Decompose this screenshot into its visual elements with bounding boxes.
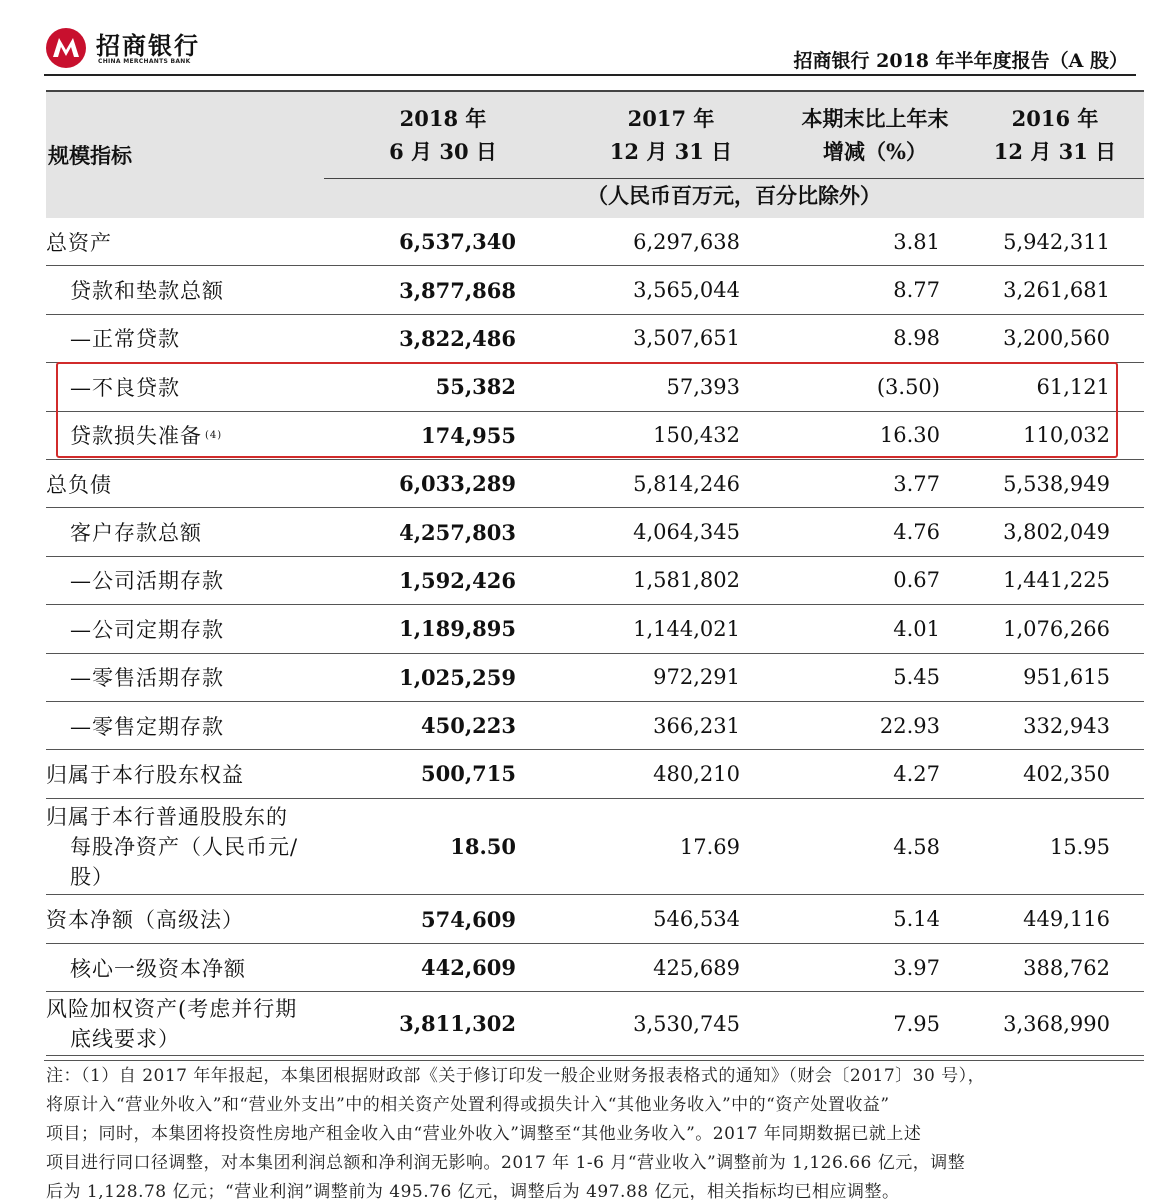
table-row bbox=[46, 944, 1144, 992]
row-label bbox=[46, 750, 244, 797]
table-header bbox=[46, 90, 1144, 218]
row-label bbox=[70, 654, 224, 701]
row-label-line: 底线要求） bbox=[70, 1026, 180, 1051]
table-row bbox=[46, 702, 1144, 750]
cell-value: 3,811,302 bbox=[399, 1011, 516, 1037]
cell-value: 3.77 bbox=[893, 471, 940, 496]
row-label bbox=[70, 605, 224, 652]
footnotes bbox=[46, 1062, 1146, 1200]
row-label-text: 资本净额（高级法） bbox=[46, 908, 244, 933]
cell-value: 6,033,289 bbox=[399, 471, 516, 497]
cell-value: 61,121 bbox=[1036, 374, 1110, 399]
table-row bbox=[46, 508, 1144, 556]
cell-value: 4.76 bbox=[893, 520, 940, 545]
cell-value: 4,064,345 bbox=[633, 520, 740, 545]
brand-name-cn: 招商银行 bbox=[96, 31, 200, 60]
cell-value: 1,441,225 bbox=[1003, 568, 1110, 593]
cell-value: 3.81 bbox=[893, 229, 940, 254]
brand-name-en: CHINA MERCHANTS BANK bbox=[98, 58, 191, 65]
table-row bbox=[46, 266, 1144, 314]
row-label-text: 总负债 bbox=[46, 472, 112, 497]
cell-value: 3,261,681 bbox=[1003, 278, 1110, 303]
cell-value: 150,432 bbox=[653, 423, 740, 448]
row-label bbox=[70, 266, 224, 313]
row-label-text: 贷款损失准备 bbox=[70, 424, 202, 449]
footnote-line: 注：（1）自 2017 年年报起，本集团根据财政部《关于修订印发一般企业财务报表格式的通知》（财会〔2017〕30 号）， bbox=[46, 1066, 986, 1086]
cell-value: 546,534 bbox=[653, 907, 740, 932]
table-body bbox=[46, 218, 1144, 1056]
cell-value: 110,032 bbox=[1023, 423, 1110, 448]
cell-value: 8.77 bbox=[893, 278, 940, 303]
cell-value: 388,762 bbox=[1023, 955, 1110, 980]
cell-value: 972,291 bbox=[653, 665, 740, 690]
row-label bbox=[70, 315, 180, 362]
header-inner-rule bbox=[324, 178, 1144, 179]
cell-value: 4,257,803 bbox=[399, 519, 516, 545]
footnote-line: 项目进行同口径调整，对本集团利润总额和净利润无影响。2017 年 1-6 月“营业收入”调整前为 1,126.66 亿元，调整 bbox=[46, 1153, 966, 1173]
column-header-2016-dec: 2016 年 12 月 31 日 bbox=[993, 106, 1117, 164]
table-row bbox=[46, 460, 1144, 508]
footnote-line: 后为 1,128.78 亿元；“营业利润”调整前为 495.76 亿元，调整后为 497.88 亿元，相关指标均已相应调整。 bbox=[46, 1182, 900, 1200]
cell-value: 366,231 bbox=[653, 713, 740, 738]
cell-value: 174,955 bbox=[421, 422, 516, 448]
row-label-text: 贷款和垫款总额 bbox=[70, 279, 224, 304]
label-column-header: 规模指标 bbox=[48, 143, 132, 168]
table-row bbox=[46, 605, 1144, 653]
row-label bbox=[70, 412, 222, 459]
row-label bbox=[46, 992, 336, 1055]
footnote-line: 将原计入“营业外收入”和“营业外支出”中的相关资产处置利得或损失计入“其他业务收入”中的“资产处置收益” bbox=[46, 1095, 890, 1115]
row-label-text: —公司定期存款 bbox=[70, 617, 224, 642]
column-header-2018-jun: 2018 年 6 月 30 日 bbox=[389, 106, 497, 164]
cell-value: 3,822,486 bbox=[399, 325, 516, 351]
row-label-text: —不良贷款 bbox=[70, 375, 180, 400]
row-label bbox=[70, 363, 180, 410]
cell-value: 1,144,021 bbox=[633, 616, 740, 641]
row-label-line: 每股净资产（人民币元/ bbox=[70, 834, 299, 859]
table-row bbox=[46, 218, 1144, 266]
bank-logo bbox=[44, 24, 234, 70]
cell-value: 951,615 bbox=[1023, 665, 1110, 690]
cell-value: 5,538,949 bbox=[1003, 471, 1110, 496]
cell-value: 8.98 bbox=[893, 326, 940, 351]
cell-value: 57,393 bbox=[666, 374, 740, 399]
row-label-text: 客户存款总额 bbox=[70, 521, 202, 546]
cell-value: 22.93 bbox=[879, 713, 940, 738]
cell-value: 5.45 bbox=[893, 665, 940, 690]
cell-value: 16.30 bbox=[879, 423, 940, 448]
table-bottom-rule bbox=[44, 1060, 1144, 1061]
cell-value: 449,116 bbox=[1023, 907, 1110, 932]
column-header-2017-dec: 2017 年 12 月 31 日 bbox=[609, 106, 733, 164]
table-row bbox=[46, 363, 1144, 411]
cell-value: 5,942,311 bbox=[1003, 229, 1110, 254]
table-row bbox=[46, 750, 1144, 798]
table-row bbox=[46, 895, 1144, 943]
cell-value: 15.95 bbox=[1049, 834, 1110, 859]
row-label-line: 风险加权资产(考虑并行期 bbox=[46, 996, 298, 1021]
page-header bbox=[44, 24, 1136, 74]
row-label bbox=[70, 557, 224, 604]
row-label bbox=[70, 702, 224, 749]
cell-value: 6,297,638 bbox=[633, 229, 740, 254]
row-label-line: 股） bbox=[70, 864, 114, 889]
footnote-line: 项目；同时，本集团将投资性房地产租金收入由“营业外收入”调整至“其他业务收入”。2017 年同期数据已就上述 bbox=[46, 1124, 922, 1144]
cell-value: 4.01 bbox=[893, 616, 940, 641]
row-label bbox=[46, 799, 336, 895]
cell-value: 3,530,745 bbox=[633, 1011, 740, 1036]
cell-value: 425,689 bbox=[653, 955, 740, 980]
cell-value: 0.67 bbox=[893, 568, 940, 593]
header-divider bbox=[44, 74, 1136, 76]
cell-value: 4.58 bbox=[893, 834, 940, 859]
cell-value: 1,076,266 bbox=[1003, 616, 1110, 641]
cell-value: 480,210 bbox=[653, 761, 740, 786]
row-label bbox=[46, 895, 244, 942]
cell-value: 332,943 bbox=[1023, 713, 1110, 738]
cell-value: 442,609 bbox=[421, 955, 516, 981]
table-row bbox=[46, 654, 1144, 702]
table-row bbox=[46, 799, 1144, 896]
row-label bbox=[70, 508, 202, 555]
scale-indicators-table bbox=[46, 90, 1144, 1056]
row-label-text: 核心一级资本净额 bbox=[70, 956, 246, 981]
cell-value: 3,368,990 bbox=[1003, 1011, 1110, 1036]
cell-value: 1,189,895 bbox=[399, 616, 516, 642]
cell-value: 18.50 bbox=[450, 834, 516, 860]
row-label-text: 总资产 bbox=[46, 230, 112, 255]
cell-value: 3,507,651 bbox=[633, 326, 740, 351]
cell-value: 7.95 bbox=[893, 1011, 940, 1036]
cell-value: 3,877,868 bbox=[399, 277, 516, 303]
table-row bbox=[46, 992, 1144, 1056]
row-label-text: —公司活期存款 bbox=[70, 569, 224, 594]
cell-value: 1,581,802 bbox=[633, 568, 740, 593]
cell-value: 1,025,259 bbox=[399, 664, 516, 690]
cell-value: 3,200,560 bbox=[1003, 326, 1110, 351]
cell-value: 500,715 bbox=[421, 761, 516, 787]
column-header-change-pct: 本期末比上年末 增减（%） bbox=[801, 106, 949, 164]
cell-value: 55,382 bbox=[435, 374, 516, 400]
cell-value: 450,223 bbox=[421, 713, 516, 739]
row-label bbox=[70, 944, 246, 991]
row-label-line: 归属于本行普通股股东的 bbox=[46, 804, 288, 829]
cell-value: 17.69 bbox=[679, 834, 740, 859]
cell-value: 6,537,340 bbox=[399, 229, 516, 255]
unit-note: （人民币百万元，百分比除外） bbox=[587, 183, 881, 208]
cell-value: 574,609 bbox=[421, 906, 516, 932]
row-label-text: —零售定期存款 bbox=[70, 714, 224, 739]
bank-logo-icon bbox=[44, 26, 88, 70]
cell-value: 4.27 bbox=[893, 761, 940, 786]
cell-value: 5.14 bbox=[893, 907, 940, 932]
cell-value: (3.50) bbox=[876, 374, 940, 399]
row-label-text: 归属于本行股东权益 bbox=[46, 762, 244, 787]
cell-value: 1,592,426 bbox=[399, 567, 516, 593]
report-title: 招商银行 2018 年半年度报告（A 股） bbox=[793, 50, 1128, 72]
row-label bbox=[46, 460, 112, 507]
row-label-text: —零售活期存款 bbox=[70, 666, 224, 691]
cell-value: 402,350 bbox=[1023, 761, 1110, 786]
cell-value: 5,814,246 bbox=[633, 471, 740, 496]
row-label bbox=[46, 218, 112, 265]
footnote-marker: (4) bbox=[205, 429, 223, 441]
row-label-text: —正常贷款 bbox=[70, 327, 180, 352]
table-row bbox=[46, 412, 1144, 460]
table-row bbox=[46, 315, 1144, 363]
cell-value: 3,802,049 bbox=[1003, 520, 1110, 545]
cell-value: 3.97 bbox=[893, 955, 940, 980]
cell-value: 3,565,044 bbox=[633, 278, 740, 303]
table-row bbox=[46, 557, 1144, 605]
